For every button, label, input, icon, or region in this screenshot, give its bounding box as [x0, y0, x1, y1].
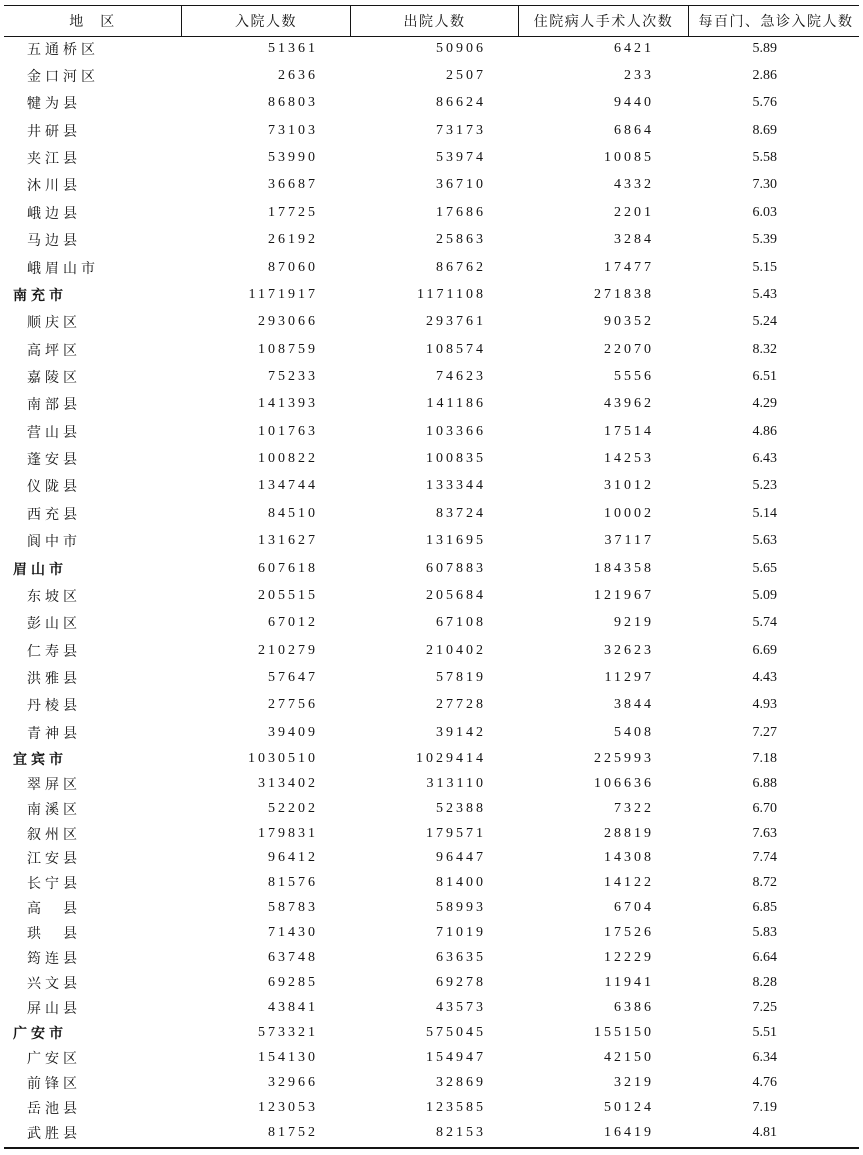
discharges-value: 293761: [426, 314, 486, 330]
surgeries-value: 6704: [614, 900, 654, 916]
admissions-per-hundred-value: 8.32: [752, 341, 777, 357]
admissions-per-hundred-value: 4.86: [752, 423, 777, 439]
discharges-value: 67108: [436, 615, 486, 631]
discharges-value: 32869: [436, 1074, 486, 1090]
surgeries-value: 11941: [604, 975, 654, 991]
city-row: [4, 557, 859, 584]
table-row: [4, 201, 859, 228]
surgeries-value: 32623: [604, 642, 654, 658]
surgeries-value: 31012: [604, 478, 654, 494]
surgeries-value: 2201: [614, 204, 654, 220]
region-name: 营山县: [27, 425, 81, 441]
table-row: [4, 119, 859, 146]
discharges-value: 73173: [436, 122, 486, 138]
admissions-value: 81576: [268, 875, 318, 891]
discharges-value: 57819: [436, 669, 486, 685]
admissions-per-hundred-value: 5.83: [752, 925, 777, 941]
surgeries-value: 3219: [614, 1074, 654, 1090]
region-name: 峨眉山市: [27, 261, 99, 277]
admissions-value: 26192: [268, 232, 318, 248]
surgeries-value: 14253: [604, 451, 654, 467]
admissions-value: 108759: [258, 341, 318, 357]
surgeries-value: 9440: [614, 95, 654, 111]
discharges-value: 86624: [436, 95, 486, 111]
admissions-value: 84510: [268, 505, 318, 521]
discharges-value: 27728: [436, 697, 486, 713]
discharges-value: 86762: [436, 259, 486, 275]
discharges-value: 154947: [426, 1049, 486, 1065]
admissions-value: 2636: [278, 68, 318, 84]
surgeries-value: 17477: [604, 259, 654, 275]
admissions-per-hundred-value: 7.18: [752, 750, 777, 766]
surgeries-value: 7322: [614, 800, 654, 816]
table-row: [4, 612, 859, 639]
region-name: 珙 县: [27, 927, 81, 943]
admissions-per-hundred-value: 5.43: [752, 286, 777, 302]
admissions-value: 52202: [268, 800, 318, 816]
region-name: 蓬安县: [27, 453, 81, 469]
surgeries-value: 225993: [594, 750, 654, 766]
table-row: [4, 998, 859, 1023]
admissions-per-hundred-value: 6.03: [752, 204, 777, 220]
admissions-per-hundred-value: 7.63: [752, 825, 777, 841]
admissions-per-hundred-value: 5.74: [752, 615, 777, 631]
admissions-value: 154130: [258, 1049, 318, 1065]
admissions-value: 69285: [268, 975, 318, 991]
table-row: [4, 311, 859, 338]
city-name: 广安市: [13, 1026, 67, 1042]
admissions-value: 293066: [258, 314, 318, 330]
surgeries-value: 6386: [614, 1000, 654, 1016]
surgeries-value: 271838: [594, 286, 654, 302]
discharges-value: 133344: [426, 478, 486, 494]
discharges-value: 39142: [436, 724, 486, 740]
table-row: [4, 1072, 859, 1097]
table-row: [4, 37, 859, 64]
admissions-per-hundred-value: 5.39: [752, 232, 777, 248]
discharges-value: 25863: [436, 232, 486, 248]
admissions-value: 32966: [268, 1074, 318, 1090]
admissions-per-hundred-value: 5.15: [752, 259, 777, 275]
table-row: [4, 502, 859, 529]
table-row: [4, 229, 859, 256]
admissions-per-hundred-value: 7.25: [752, 1000, 777, 1016]
admissions-value: 27756: [268, 697, 318, 713]
region-name: 仁寿县: [27, 644, 81, 660]
region-name: 前锋区: [27, 1076, 81, 1092]
admissions-value: 131627: [258, 533, 318, 549]
discharges-value: 179571: [426, 825, 486, 841]
admissions-value: 36687: [268, 177, 318, 193]
discharges-value: 58993: [436, 900, 486, 916]
region-name: 顺庆区: [27, 316, 81, 332]
table-row: [4, 338, 859, 365]
discharges-value: 96447: [436, 850, 486, 866]
table-row: [4, 721, 859, 748]
admissions-value: 53990: [268, 150, 318, 166]
discharges-value: 36710: [436, 177, 486, 193]
admissions-value: 67012: [268, 615, 318, 631]
surgeries-value: 43962: [604, 396, 654, 412]
city-row: [4, 1022, 859, 1047]
admissions-value: 205515: [258, 587, 318, 603]
admissions-value: 123053: [258, 1099, 318, 1115]
surgeries-value: 4332: [614, 177, 654, 193]
discharges-value: 1029414: [416, 750, 486, 766]
discharges-value: 43573: [436, 1000, 486, 1016]
surgeries-value: 37117: [604, 533, 654, 549]
admissions-per-hundred-value: 8.28: [752, 975, 777, 991]
table-body: [4, 37, 859, 1149]
region-name: 峨边县: [27, 206, 81, 222]
region-name: 嘉陵区: [27, 370, 81, 386]
discharges-value: 82153: [436, 1124, 486, 1140]
region-name: 彭山区: [27, 617, 81, 633]
discharges-value: 71019: [436, 925, 486, 941]
admissions-per-hundred-value: 6.64: [752, 950, 777, 966]
table-row: [4, 973, 859, 998]
admissions-value: 96412: [268, 850, 318, 866]
region-name: 长宁县: [27, 877, 81, 893]
admissions-per-hundred-value: 6.34: [752, 1049, 777, 1065]
admissions-per-hundred-value: 5.65: [752, 560, 777, 576]
region-name: 南溪区: [27, 802, 81, 818]
admissions-per-hundred-value: 6.70: [752, 800, 777, 816]
table-row: [4, 1097, 859, 1122]
table-row: [4, 639, 859, 666]
region-name: 阆中市: [27, 535, 81, 551]
table-row: [4, 146, 859, 173]
discharges-value: 575045: [426, 1024, 486, 1040]
discharges-value: 141186: [426, 396, 486, 412]
table-row: [4, 823, 859, 848]
admissions-per-hundred-value: 5.76: [752, 95, 777, 111]
admissions-per-hundred-value: 6.69: [752, 642, 777, 658]
surgeries-value: 42150: [604, 1049, 654, 1065]
table-row: [4, 923, 859, 948]
admissions-per-hundred-value: 5.23: [752, 478, 777, 494]
city-row: [4, 283, 859, 310]
discharges-value: 100835: [426, 451, 486, 467]
admissions-value: 73103: [268, 122, 318, 138]
surgeries-value: 12229: [604, 950, 654, 966]
admissions-per-hundred-value: 4.81: [752, 1124, 777, 1140]
discharges-value: 131695: [426, 533, 486, 549]
statistics-table: [4, 5, 859, 1149]
admissions-value: 39409: [268, 724, 318, 740]
surgeries-value: 10085: [604, 150, 654, 166]
column-header-region: 地 区: [69, 15, 116, 30]
surgeries-value: 90352: [604, 314, 654, 330]
region-name: 东坡区: [27, 589, 81, 605]
table-row: [4, 256, 859, 283]
admissions-per-hundred-value: 4.76: [752, 1074, 777, 1090]
admissions-value: 58783: [268, 900, 318, 916]
admissions-value: 63748: [268, 950, 318, 966]
surgeries-value: 233: [624, 68, 654, 84]
admissions-value: 71430: [268, 925, 318, 941]
admissions-per-hundred-value: 5.51: [752, 1024, 777, 1040]
discharges-value: 50906: [436, 40, 486, 56]
admissions-value: 86803: [268, 95, 318, 111]
table-row: [4, 898, 859, 923]
discharges-value: 210402: [426, 642, 486, 658]
surgeries-value: 17526: [604, 925, 654, 941]
region-name: 沐川县: [27, 179, 81, 195]
discharges-value: 205684: [426, 587, 486, 603]
admissions-per-hundred-value: 6.88: [752, 775, 777, 791]
admissions-per-hundred-value: 5.09: [752, 587, 777, 603]
table-row: [4, 64, 859, 91]
region-name: 井研县: [27, 124, 81, 140]
admissions-value: 1171917: [248, 286, 318, 302]
discharges-value: 607883: [426, 560, 486, 576]
discharges-value: 81400: [436, 875, 486, 891]
admissions-per-hundred-value: 6.51: [752, 368, 777, 384]
region-name: 高 县: [27, 902, 81, 918]
column-header-discharges: 出院人数: [350, 6, 518, 36]
surgeries-value: 28819: [604, 825, 654, 841]
admissions-per-hundred-value: 7.27: [752, 724, 777, 740]
region-name: 西充县: [27, 507, 81, 523]
admissions-value: 607618: [258, 560, 318, 576]
admissions-value: 87060: [268, 259, 318, 275]
table-row: [4, 420, 859, 447]
admissions-per-hundred-value: 8.72: [752, 875, 777, 891]
surgeries-value: 10002: [604, 505, 654, 521]
surgeries-value: 14308: [604, 850, 654, 866]
admissions-per-hundred-value: 5.58: [752, 150, 777, 166]
table-row: [4, 529, 859, 556]
column-header-admissions: 入院人数: [181, 6, 350, 36]
discharges-value: 17686: [436, 204, 486, 220]
region-name: 夹江县: [27, 152, 81, 168]
surgeries-value: 106636: [594, 775, 654, 791]
region-name: 叙州区: [27, 827, 81, 843]
admissions-value: 17725: [268, 204, 318, 220]
region-name: 犍为县: [27, 97, 81, 113]
city-name: 南充市: [13, 288, 67, 304]
discharges-value: 69278: [436, 975, 486, 991]
region-name: 高坪区: [27, 343, 81, 359]
admissions-value: 573321: [258, 1024, 318, 1040]
admissions-value: 43841: [268, 1000, 318, 1016]
admissions-value: 1030510: [248, 750, 318, 766]
table-row: [4, 773, 859, 798]
discharges-value: 63635: [436, 950, 486, 966]
admissions-per-hundred-value: 5.89: [752, 40, 777, 56]
admissions-per-hundred-value: 6.43: [752, 451, 777, 467]
surgeries-value: 9219: [614, 615, 654, 631]
surgeries-value: 50124: [604, 1099, 654, 1115]
table-row: [4, 393, 859, 420]
admissions-per-hundred-value: 7.30: [752, 177, 777, 193]
surgeries-value: 5556: [614, 368, 654, 384]
admissions-per-hundred-value: 8.69: [752, 122, 777, 138]
admissions-value: 313402: [258, 775, 318, 791]
region-name: 江安县: [27, 852, 81, 868]
table-row: [4, 666, 859, 693]
table-row: [4, 798, 859, 823]
admissions-per-hundred-value: 7.19: [752, 1099, 777, 1115]
admissions-value: 75233: [268, 368, 318, 384]
surgeries-value: 11297: [604, 669, 654, 685]
admissions-value: 57647: [268, 669, 318, 685]
admissions-per-hundred-value: 4.93: [752, 697, 777, 713]
region-name: 广安区: [27, 1051, 81, 1067]
discharges-value: 53974: [436, 150, 486, 166]
region-name: 筠连县: [27, 952, 81, 968]
region-name: 丹棱县: [27, 699, 81, 715]
region-name: 五通桥区: [27, 42, 99, 58]
surgeries-value: 3844: [614, 697, 654, 713]
table-row: [4, 948, 859, 973]
table-header: [4, 5, 859, 37]
surgeries-value: 17514: [604, 423, 654, 439]
table-row: [4, 447, 859, 474]
admissions-per-hundred-value: 7.74: [752, 850, 777, 866]
admissions-value: 134744: [258, 478, 318, 494]
admissions-per-hundred-value: 4.29: [752, 396, 777, 412]
discharges-value: 123585: [426, 1099, 486, 1115]
region-name: 南部县: [27, 398, 81, 414]
admissions-value: 101763: [258, 423, 318, 439]
discharges-value: 313110: [426, 775, 486, 791]
admissions-per-hundred-value: 2.86: [752, 68, 777, 84]
admissions-per-hundred-value: 5.14: [752, 505, 777, 521]
discharges-value: 2507: [446, 68, 486, 84]
admissions-value: 81752: [268, 1124, 318, 1140]
column-header-surgeries: 住院病人手术人次数: [518, 6, 688, 36]
admissions-per-hundred-value: 5.63: [752, 533, 777, 549]
surgeries-value: 155150: [594, 1024, 654, 1040]
surgeries-value: 14122: [604, 875, 654, 891]
table-row: [4, 1122, 859, 1147]
surgeries-value: 16419: [604, 1124, 654, 1140]
surgeries-value: 3284: [614, 232, 654, 248]
admissions-value: 210279: [258, 642, 318, 658]
admissions-per-hundred-value: 4.43: [752, 669, 777, 685]
table-row: [4, 92, 859, 119]
discharges-value: 108574: [426, 341, 486, 357]
region-name: 翠屏区: [27, 777, 81, 793]
surgeries-value: 184358: [594, 560, 654, 576]
table-row: [4, 174, 859, 201]
city-name: 宜宾市: [13, 752, 67, 768]
region-name: 洪雅县: [27, 671, 81, 687]
table-row: [4, 584, 859, 611]
admissions-value: 179831: [258, 825, 318, 841]
discharges-value: 74623: [436, 368, 486, 384]
admissions-per-hundred-value: 5.24: [752, 314, 777, 330]
column-header-admissions-per-hundred: 每百门、急诊入院人数: [688, 6, 863, 36]
region-name: 金口河区: [27, 70, 99, 86]
region-name: 仪陇县: [27, 480, 81, 496]
admissions-per-hundred-value: 6.85: [752, 900, 777, 916]
city-row: [4, 748, 859, 773]
surgeries-value: 6864: [614, 122, 654, 138]
region-name: 马边县: [27, 234, 81, 250]
admissions-value: 51361: [268, 40, 318, 56]
table-row: [4, 1047, 859, 1072]
admissions-value: 100822: [258, 451, 318, 467]
city-name: 眉山市: [13, 562, 67, 578]
region-name: 青神县: [27, 726, 81, 742]
region-name: 屏山县: [27, 1002, 81, 1018]
region-name: 兴文县: [27, 977, 81, 993]
discharges-value: 1171108: [417, 286, 486, 302]
surgeries-value: 5408: [614, 724, 654, 740]
surgeries-value: 6421: [614, 40, 654, 56]
region-name: 武胜县: [27, 1126, 81, 1142]
discharges-value: 83724: [436, 505, 486, 521]
table-row: [4, 873, 859, 898]
table-row: [4, 694, 859, 721]
admissions-value: 141393: [258, 396, 318, 412]
discharges-value: 103366: [426, 423, 486, 439]
surgeries-value: 22070: [604, 341, 654, 357]
surgeries-value: 121967: [594, 587, 654, 603]
table-row: [4, 848, 859, 873]
discharges-value: 52388: [436, 800, 486, 816]
table-row: [4, 475, 859, 502]
table-row: [4, 365, 859, 392]
region-name: 岳池县: [27, 1101, 81, 1117]
